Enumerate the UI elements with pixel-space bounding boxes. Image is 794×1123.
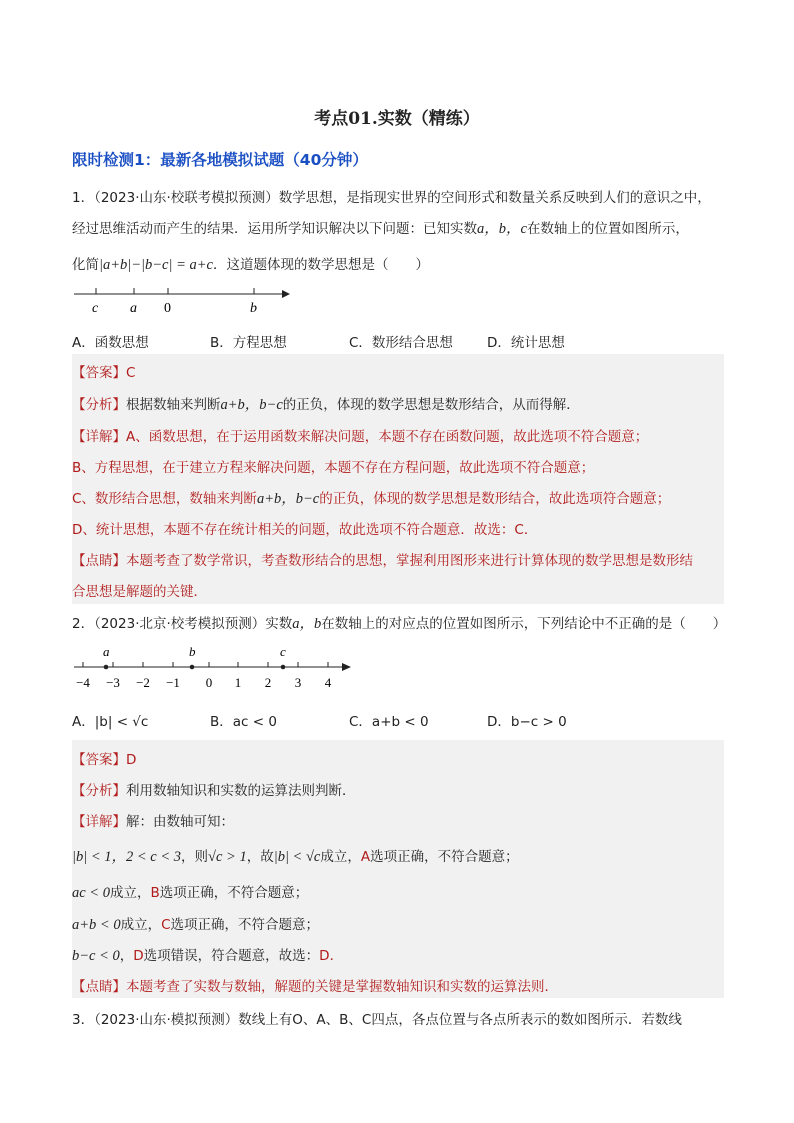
q1-option-a: A．函数思想 [72,335,149,351]
detail-text: 成立， [120,917,162,933]
q1-line2 [72,217,689,238]
detail-text: ，则 [181,849,209,865]
q1-line1: 1．（2023·山东·校联考模拟预测）数学思想，是指现实世界的空间形式和数量关系反映到人们的意识之中， [72,190,711,206]
detail-text: D、统计思想，本题不存在统计相关的问题，故此选项不符合题意．故选： [72,522,515,538]
detail-tag: 【详解】 [72,429,126,445]
detail-text-b: 的正负，体现的数学思想是数形结合，故此选项符合题意； [319,491,671,507]
detail-math: |b| < √c [273,849,321,865]
detail-text: 成立， [320,849,361,865]
q2-tick-label: 1 [234,675,242,690]
q1-analysis [72,393,724,414]
q1-comment-cont: 合思想是解题的关键． [72,584,207,600]
detail-choice: D． [319,948,344,964]
detail-math: |b| < 1，2 < c < 3 [72,849,182,865]
q2-tick-label: −2 [136,675,150,690]
q2-comment [72,975,724,995]
comment-tag: 【点睛】 [72,553,126,569]
q2-point-label-a: a [103,644,110,659]
q2-vars: a，b [292,616,322,632]
comment-text: 本题考查了实数与数轴，解题的关键是掌握数轴知识和实数的运算法则． [126,979,558,995]
detail-math: b−c < 0 [72,948,120,964]
detail-choice: C． [514,522,538,538]
comment-text: 本题考查了数学常识，考查数形结合的思想，掌握利用图形来进行计算体现的数学思想是数形结 [126,553,693,569]
detail-text: 选项错误，符合题意，故选： [143,948,320,964]
detail-text: ，故 [246,849,274,865]
detail-math: √c > 1 [208,849,247,865]
q2-point-label-c: c [280,644,286,659]
detail-tag: 【详解】 [72,814,126,830]
analysis-text-b: 的正负，体现的数学思想是数形结合，从而得解． [282,397,580,413]
section-heading: 限时检测1：最新各地模拟试题（40分钟） [72,151,368,169]
q2-tick-label: 2 [264,675,272,690]
detail-text: 成立， [109,885,151,901]
q1-axis-label-c: c [92,301,99,316]
q1-option-d: D．统计思想 [487,335,565,351]
detail-text: ， [119,948,134,964]
q2-tick-label: −4 [76,675,90,690]
q1-axis-label-a: a [130,301,137,316]
q2-detail-line4 [72,944,724,965]
analysis-math: a+b，b−c [220,397,283,413]
q2-point-label-b: b [189,644,196,659]
q2-option-c: C．a+b < 0 [349,714,429,730]
q1-line2-text: 经过思维活动而产生的结果．运用所学知识解决以下问题：已知实数 [72,221,477,237]
answer-value: D [126,752,137,768]
q1-option-c: C．数形结合思想 [349,335,453,351]
q1-axis-label-b: b [250,301,257,316]
q1-line3-text-b: ．这道题体现的数学思想是（ ） [213,257,429,273]
detail-choice: A [360,849,371,865]
q2-tick-label: −3 [106,675,120,690]
detail-choice: C [161,917,171,933]
answer-tag: 【答案】 [72,752,126,768]
analysis-tag: 【分析】 [72,783,126,799]
q2-tick-label: −1 [166,675,180,690]
q1-line2-text-b: 在数轴上的位置如图所示， [526,221,689,237]
q2-tick-label: 3 [294,675,302,690]
q1-line3 [72,253,429,274]
q1-comment [72,549,724,569]
q1-answer [72,361,724,381]
detail-choice: B [150,885,160,901]
q2-tick-label: 4 [324,675,332,690]
q1-detail-b: B、方程思想，在于建立方程来解决问题，本题不存在方程问题，故此选项不符合题意； [72,460,595,476]
q2-option-d: D．b−c > 0 [487,714,567,730]
q2-detail-line2 [72,881,724,902]
q2-answer [72,748,724,768]
answer-value: C [126,365,136,381]
page-title: 考点01.实数（精练） [314,109,480,129]
q1-axis-label-0: 0 [164,301,171,316]
q1-detail-c [72,487,724,508]
detail-math: a+b < 0 [72,917,121,933]
detail-text: 选项正确，不符合题意； [370,849,519,865]
q1-detail-d [72,518,724,538]
q2-option-b: B．ac < 0 [210,714,277,730]
q1-vars: a，b，c [477,221,527,237]
q2-number-line [70,642,360,694]
answer-tag: 【答案】 [72,365,126,381]
detail-text: 解：由数轴可知： [126,814,234,830]
q1-detail-a [72,425,724,445]
q2-detail-line3 [72,913,724,934]
detail-text: 选项正确，不符合题意； [170,917,320,933]
q2-line1 [72,612,726,633]
q1-option-b: B．方程思想 [210,335,287,351]
q2-detail-line1 [72,845,724,866]
q1-expression: |a+b|−|b−c| = a+c [99,257,213,273]
detail-text: A、函数思想，在于运用函数来解决问题，本题不存在函数问题，故此选项不符合题意； [126,429,649,445]
detail-math: a+b，b−c [256,491,320,507]
q1-line3-text: 化简 [72,257,99,273]
q3-line1: 3．（2023·山东·模拟预测）数线上有O、A、B、C四点，各点位置与各点所表示的数如图所示．若数线 [72,1012,682,1028]
analysis-text: 根据数轴来判断 [126,397,221,413]
detail-text: C、数形结合思想，数轴来判断 [72,491,257,507]
q2-line1-text: 2．（2023·北京·校考模拟预测）实数 [72,616,293,632]
detail-choice: D [133,948,144,964]
q2-tick-label: 0 [205,675,213,690]
comment-tag: 【点睛】 [72,979,126,995]
analysis-tag: 【分析】 [72,397,126,413]
q1-number-line [70,284,300,318]
q2-option-a: A．|b| < √c [72,714,149,730]
q2-line1-text-b: 在数轴上的对应点的位置如图所示，下列结论中不正确的是（ ） [321,616,727,632]
detail-math: ac < 0 [72,885,110,901]
detail-text: 选项正确，不符合题意； [159,885,309,901]
q2-detail [72,810,724,830]
q2-analysis [72,779,724,799]
analysis-text: 利用数轴知识和实数的运算法则判断． [126,783,356,799]
